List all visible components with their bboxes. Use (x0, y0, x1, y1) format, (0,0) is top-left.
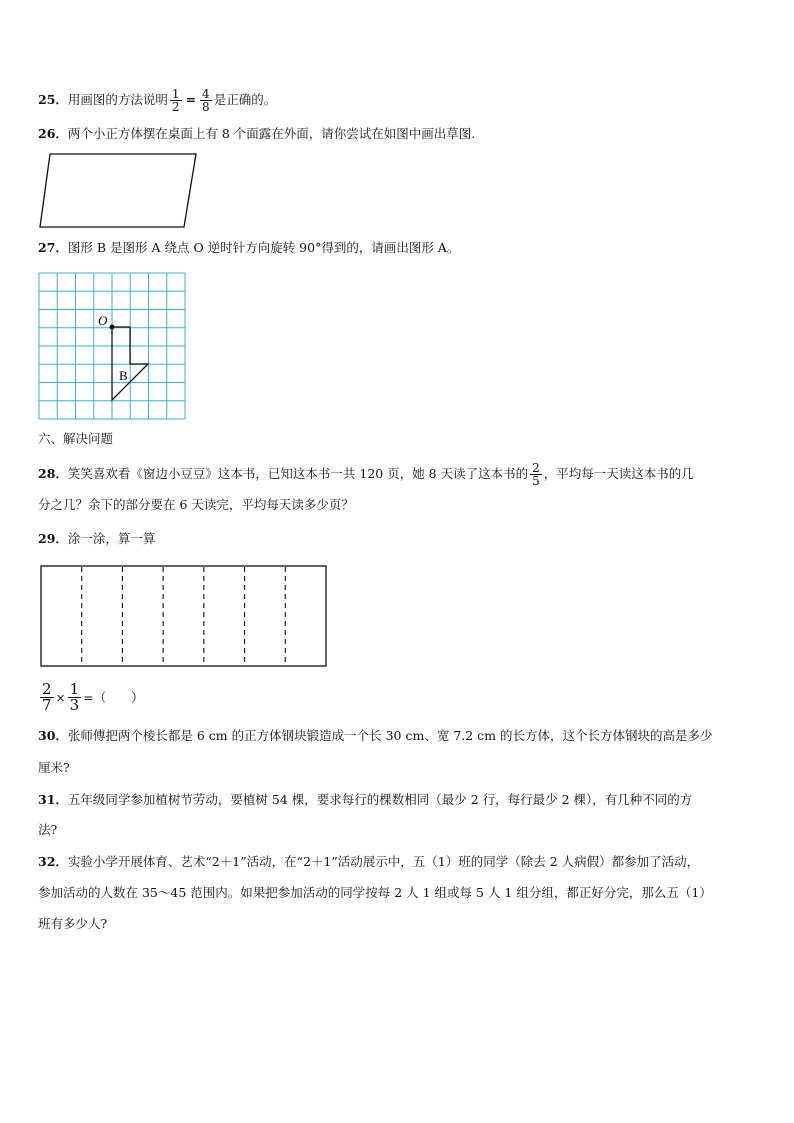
question-number: 25． (38, 92, 68, 107)
question-number: 27． (38, 240, 68, 255)
question-text: 张师傅把两个棱长都是 6 cm 的正方体钢块锻造成一个长 30 cm、宽 7.2 cm 的长方体，这个长方体钢块的高是多少 (67, 728, 713, 743)
question-text-end: 是正确的。 (213, 92, 277, 107)
point-o (110, 325, 115, 330)
fraction-four-eighths: $\frac{4}{8}$ (202, 87, 210, 114)
question-30-line1 (38, 728, 713, 744)
question-text: 实验小学开展体育、艺术“2＋1”活动，在“2＋1”活动展示中，五（1）班的同学（除去 2 人病假）都参加了活动， (67, 854, 700, 869)
question-30-line2: 厘米? (38, 760, 70, 775)
question-text: 图形 B 是图形 A 绕点 O 逆时针方向旋转 90°得到的，请画出图形 A。 (67, 240, 460, 255)
times-sign: × (55, 691, 66, 705)
parallelogram-figure (38, 152, 200, 230)
question-26 (38, 126, 475, 142)
question-number: 26． (38, 126, 68, 141)
question-28-line2: 分之几？余下的部分要在 6 天读完，平均每天读多少页？ (38, 497, 354, 512)
fraction-two-sevenths: $\frac{2}{7}$ (42, 680, 52, 714)
question-number: 29． (38, 531, 68, 546)
question-text: 笑笑喜欢看《窗边小豆豆》这本书，已知这本书一共 120 页，她 8 天读了这本书的 (67, 466, 529, 481)
question-29 (38, 531, 155, 547)
question-number: 32． (38, 854, 68, 869)
question-28-line1 (38, 462, 694, 487)
section-heading: 六、解决问题 (38, 431, 114, 446)
label-b: B (119, 368, 128, 383)
question-text: 涂一涂，算一算 (67, 531, 156, 546)
question-text: 用画图的方法说明 (67, 92, 168, 107)
divided-rectangle (38, 563, 330, 669)
question-text: 五年级同学参加植树节劳动，要植树 54 棵，要求每行的棵数相同（最少 2 行，每行最少 2 棵），有几种不同的方 (67, 792, 693, 807)
label-o: O (98, 313, 108, 328)
question-31-line1 (38, 792, 692, 808)
q29-expression (38, 682, 144, 713)
question-32-line2: 参加活动的人数在 35～45 范围内。如果把参加活动的同学按每 2 人 1 组或每 5 人 1 组分组，都正好分完，那么五（1） (38, 885, 712, 900)
question-32-line3: 班有多少人? (38, 916, 108, 931)
fraction-two-fifths: $\frac{2}{5}$ (532, 461, 540, 488)
question-number: 28． (38, 466, 68, 481)
answer-blank: =（ ） (83, 690, 144, 705)
question-27 (38, 240, 459, 256)
rotation-grid-figure (38, 272, 188, 422)
question-text: 两个小正方体摆在桌面上有 8 个面露在外面，请你尝试在如图中画出草图. (67, 126, 476, 141)
equals-sign: = (185, 92, 197, 107)
question-25 (38, 88, 276, 113)
question-32-line1 (38, 854, 699, 870)
question-number: 30． (38, 728, 68, 743)
question-number: 31． (38, 792, 68, 807)
question-31-line2: 法? (38, 822, 58, 837)
fraction-one-third: $\frac{1}{3}$ (69, 680, 80, 714)
question-text: ，平均每一天读这本书的几 (543, 466, 694, 481)
fraction-one-half: $\frac{1}{2}$ (171, 87, 180, 114)
